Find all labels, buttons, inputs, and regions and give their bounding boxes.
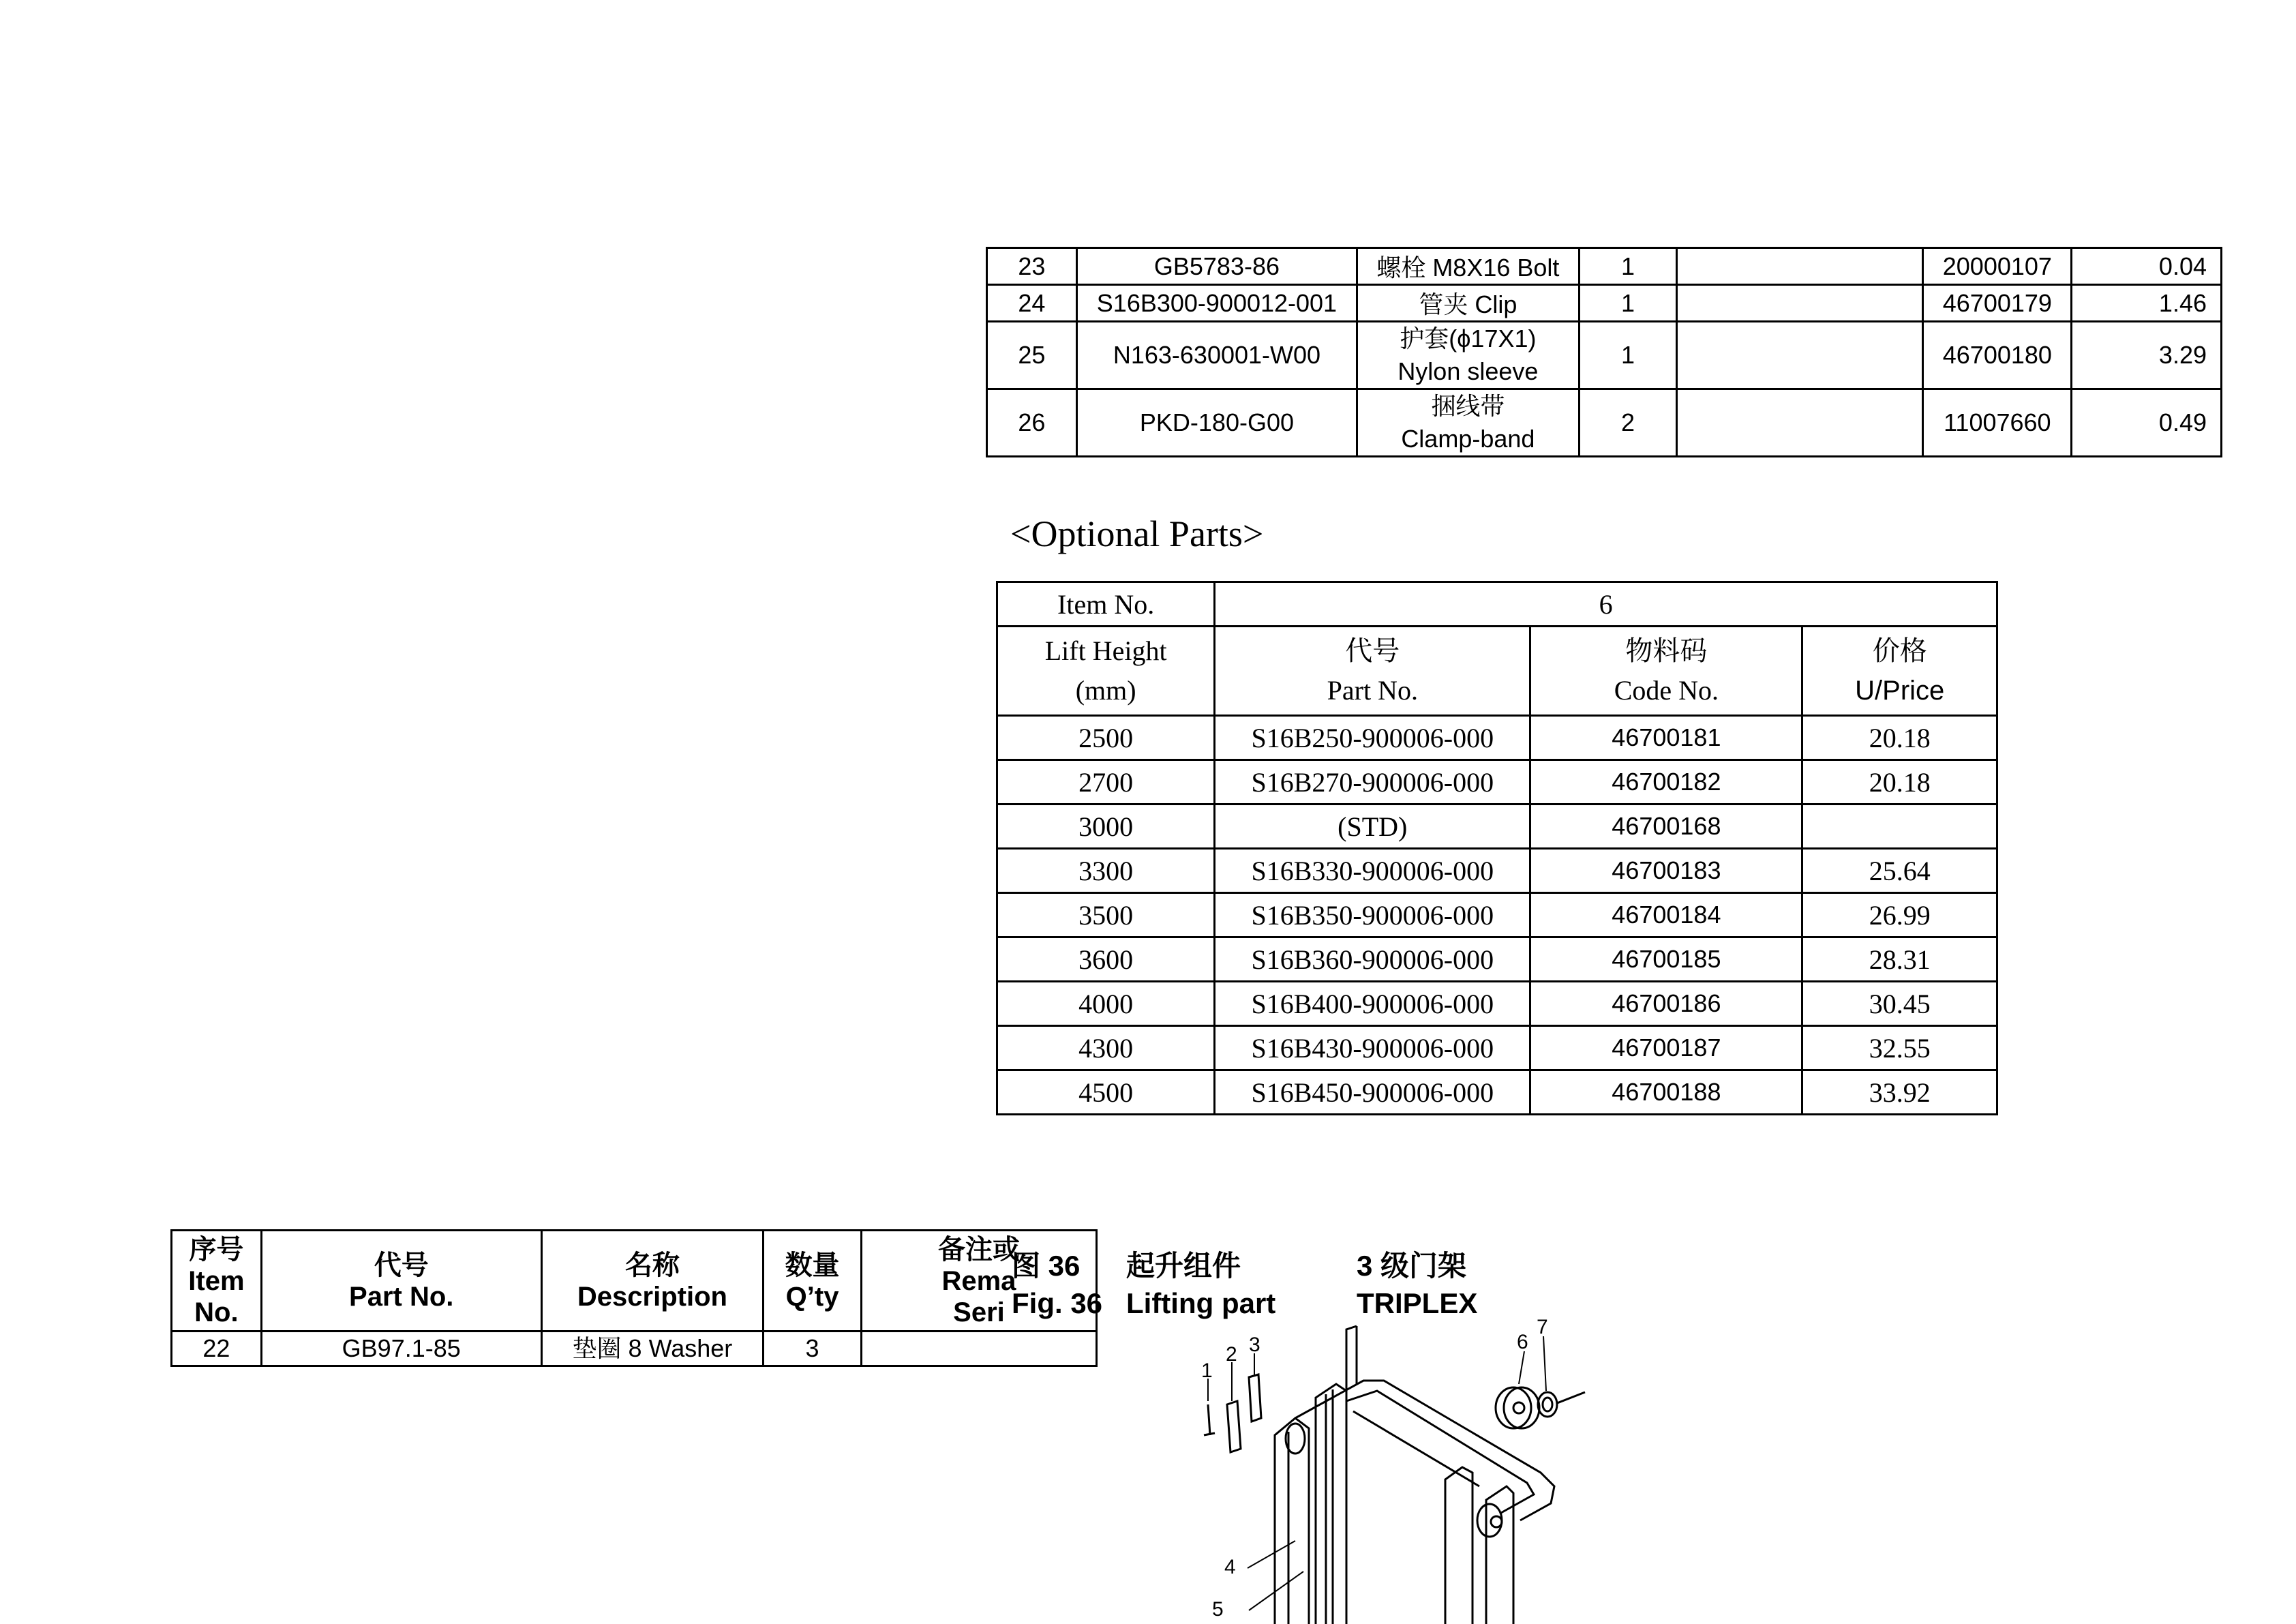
remark-cell [1677, 248, 1923, 285]
qty-cell: 1 [1579, 285, 1677, 322]
callout-4: 4 [1224, 1556, 1236, 1578]
table-row [997, 982, 1997, 1026]
table-row [987, 389, 2222, 457]
part-no-header [261, 1231, 541, 1332]
code-cell: 46700185 [1530, 937, 1802, 982]
part-no-cell: S16B350-900006-000 [1215, 893, 1530, 937]
lift-height-cell: 3300 [997, 849, 1215, 893]
table-row [997, 716, 1997, 760]
code-header-en: Code No. [1614, 675, 1719, 706]
description-cell: 管夹 Clip [1357, 285, 1580, 322]
description-cell: 螺栓 M8X16 Bolt [1357, 248, 1580, 285]
description-header-cn: 名称 [624, 1250, 680, 1280]
figure-name-cn: 起升组件 [1126, 1250, 1241, 1282]
code-cell: 46700187 [1530, 1026, 1802, 1070]
item-cell: 26 [987, 389, 1077, 457]
remark-header-en-2: Seri [953, 1297, 1005, 1327]
description-header-en: Description [577, 1281, 727, 1312]
item-header [172, 1231, 262, 1332]
price-cell: 20.18 [1802, 760, 1997, 805]
lift-height-cell: 4000 [997, 982, 1215, 1026]
code-cell: 46700179 [1923, 285, 2072, 322]
item-cell: 23 [987, 248, 1077, 285]
callout-1: 1 [1201, 1359, 1213, 1382]
qty-cell: 3 [764, 1332, 862, 1366]
part-no-header [1215, 627, 1530, 716]
price-cell: 32.55 [1802, 1026, 1997, 1070]
part-no-cell: S16B400-900006-000 [1215, 982, 1530, 1026]
code-cell: 46700186 [1530, 982, 1802, 1026]
item-no-row [997, 582, 1997, 627]
code-cell: 46700188 [1530, 1070, 1802, 1115]
callout-2: 2 [1226, 1343, 1237, 1366]
price-cell: 0.49 [2072, 389, 2222, 457]
part-no-cell: S16B450-900006-000 [1215, 1070, 1530, 1115]
item-no-label: Item No. [997, 582, 1215, 627]
part-no-header-cn: 代号 [374, 1250, 429, 1280]
table-row [997, 760, 1997, 805]
part-no-cell: S16B430-900006-000 [1215, 1026, 1530, 1070]
part-no-cell: GB97.1-85 [261, 1332, 541, 1366]
item-cell: 24 [987, 285, 1077, 322]
code-header-cn: 物料码 [1625, 635, 1708, 666]
lift-height-cell: 4300 [997, 1026, 1215, 1070]
table-row [997, 1026, 1997, 1070]
part-no-cell: S16B250-900006-000 [1215, 716, 1530, 760]
table-row [997, 849, 1997, 893]
remark-cell [1677, 322, 1923, 389]
part-no-cell: (STD) [1215, 805, 1530, 849]
header-row [997, 627, 1997, 716]
price-header [1802, 627, 1997, 716]
price-cell: 0.04 [2072, 248, 2222, 285]
qty-cell: 1 [1579, 248, 1677, 285]
bolt-part [1204, 1404, 1215, 1435]
price-cell [1802, 805, 1997, 849]
remark-header-en-1: Rema [941, 1265, 1016, 1296]
callout-7: 7 [1537, 1316, 1548, 1338]
qty-cell: 1 [1579, 322, 1677, 389]
description-cell [1357, 322, 1580, 389]
lift-height-label: Lift Height [1044, 635, 1167, 666]
table-row [997, 805, 1997, 849]
lift-height-cell: 2500 [997, 716, 1215, 760]
optional-parts-table [996, 581, 1998, 1115]
price-cell: 20.18 [1802, 716, 1997, 760]
table-row [997, 937, 1997, 982]
lift-height-header [997, 627, 1215, 716]
price-cell: 30.45 [1802, 982, 1997, 1026]
qty-header [764, 1231, 862, 1332]
description-header [541, 1231, 764, 1332]
figure-type-en: TRIPLEX [1357, 1287, 1478, 1319]
figure-type-cn: 3 级门架 [1357, 1250, 1467, 1282]
lift-height-cell: 2700 [997, 760, 1215, 805]
code-cell: 46700182 [1530, 760, 1802, 805]
description-cell [1357, 389, 1580, 457]
table-row [987, 322, 2222, 389]
description-line-cn: 护套(ϕ17X1) [1400, 325, 1537, 352]
part-no-header-en: Part No. [1327, 675, 1418, 706]
table-row [172, 1332, 1097, 1366]
callout-3: 3 [1249, 1334, 1260, 1356]
item-cell: 25 [987, 322, 1077, 389]
price-header-en: U/Price [1855, 676, 1945, 706]
price-cell: 33.92 [1802, 1070, 1997, 1115]
table-row [997, 893, 1997, 937]
figure-number-en: Fig. 36 [1012, 1287, 1103, 1319]
description-cell: 垫圈 8 Washer [541, 1332, 764, 1366]
code-cell: 20000107 [1923, 248, 2072, 285]
part-no-cell: S16B300-900012-001 [1076, 285, 1357, 322]
parts-table [986, 247, 2222, 457]
remark-header-cn: 备注或 [937, 1234, 1020, 1265]
part-no-header-en: Part No. [349, 1281, 454, 1312]
code-cell: 46700181 [1530, 716, 1802, 760]
callout-5: 5 [1212, 1598, 1224, 1621]
part-no-header-cn: 代号 [1345, 635, 1400, 666]
table-row [987, 248, 2222, 285]
lift-height-cell: 3500 [997, 893, 1215, 937]
item-header-en-2: No. [194, 1297, 239, 1327]
price-cell: 26.99 [1802, 893, 1997, 937]
code-cell: 46700180 [1923, 322, 2072, 389]
price-cell: 3.29 [2072, 322, 2222, 389]
part-no-cell: N163-630001-W00 [1076, 322, 1357, 389]
lift-height-unit: (mm) [1075, 675, 1136, 706]
part-no-cell: S16B270-900006-000 [1215, 760, 1530, 805]
lifting-part-drawing [1091, 1316, 1636, 1624]
table-row [997, 1070, 1997, 1115]
lift-height-cell: 4500 [997, 1070, 1215, 1115]
figure-number-cn: 图 36 [1012, 1250, 1081, 1282]
callout-labels [1201, 1316, 1548, 1621]
code-cell: 46700184 [1530, 893, 1802, 937]
price-cell: 1.46 [2072, 285, 2222, 322]
code-cell: 46700168 [1530, 805, 1802, 849]
description-line-en: Clamp-band [1401, 425, 1535, 453]
item-cell: 22 [172, 1332, 262, 1366]
remark-cell [1677, 389, 1923, 457]
lift-height-cell: 3000 [997, 805, 1215, 849]
bottom-parts-table-region [170, 1229, 1020, 1369]
code-header [1530, 627, 1802, 716]
optional-parts-title: <Optional Parts> [1010, 513, 1264, 554]
figure-name-en: Lifting part [1126, 1287, 1276, 1319]
code-cell: 11007660 [1923, 389, 2072, 457]
table-row [987, 285, 2222, 322]
remark-cell [1677, 285, 1923, 322]
qty-header-cn: 数量 [785, 1250, 840, 1280]
code-cell: 46700183 [1530, 849, 1802, 893]
qty-header-en: Q’ty [785, 1281, 839, 1312]
price-cell: 28.31 [1802, 937, 1997, 982]
price-cell: 25.64 [1802, 849, 1997, 893]
snap-ring-part [1538, 1392, 1585, 1417]
header-row [172, 1231, 1097, 1332]
mast-outline [1275, 1326, 1554, 1624]
remark-cell [861, 1332, 1096, 1366]
part-no-cell: S16B360-900006-000 [1215, 937, 1530, 982]
description-line-cn: 捆线带 [1431, 392, 1505, 420]
part-no-cell: PKD-180-G00 [1076, 389, 1357, 457]
price-header-cn: 价格 [1872, 635, 1927, 666]
part-no-cell: GB5783-86 [1076, 248, 1357, 285]
bottom-parts-table [170, 1229, 1098, 1367]
description-line-en: Nylon sleeve [1398, 357, 1539, 385]
qty-cell: 2 [1579, 389, 1677, 457]
callout-6: 6 [1517, 1331, 1528, 1353]
sheave-part [1496, 1387, 1539, 1428]
item-no-value: 6 [1215, 582, 1997, 627]
part-no-cell: S16B330-900006-000 [1215, 849, 1530, 893]
item-header-en-1: Item [188, 1265, 245, 1296]
item-header-cn: 序号 [189, 1234, 244, 1265]
lift-height-cell: 3600 [997, 937, 1215, 982]
